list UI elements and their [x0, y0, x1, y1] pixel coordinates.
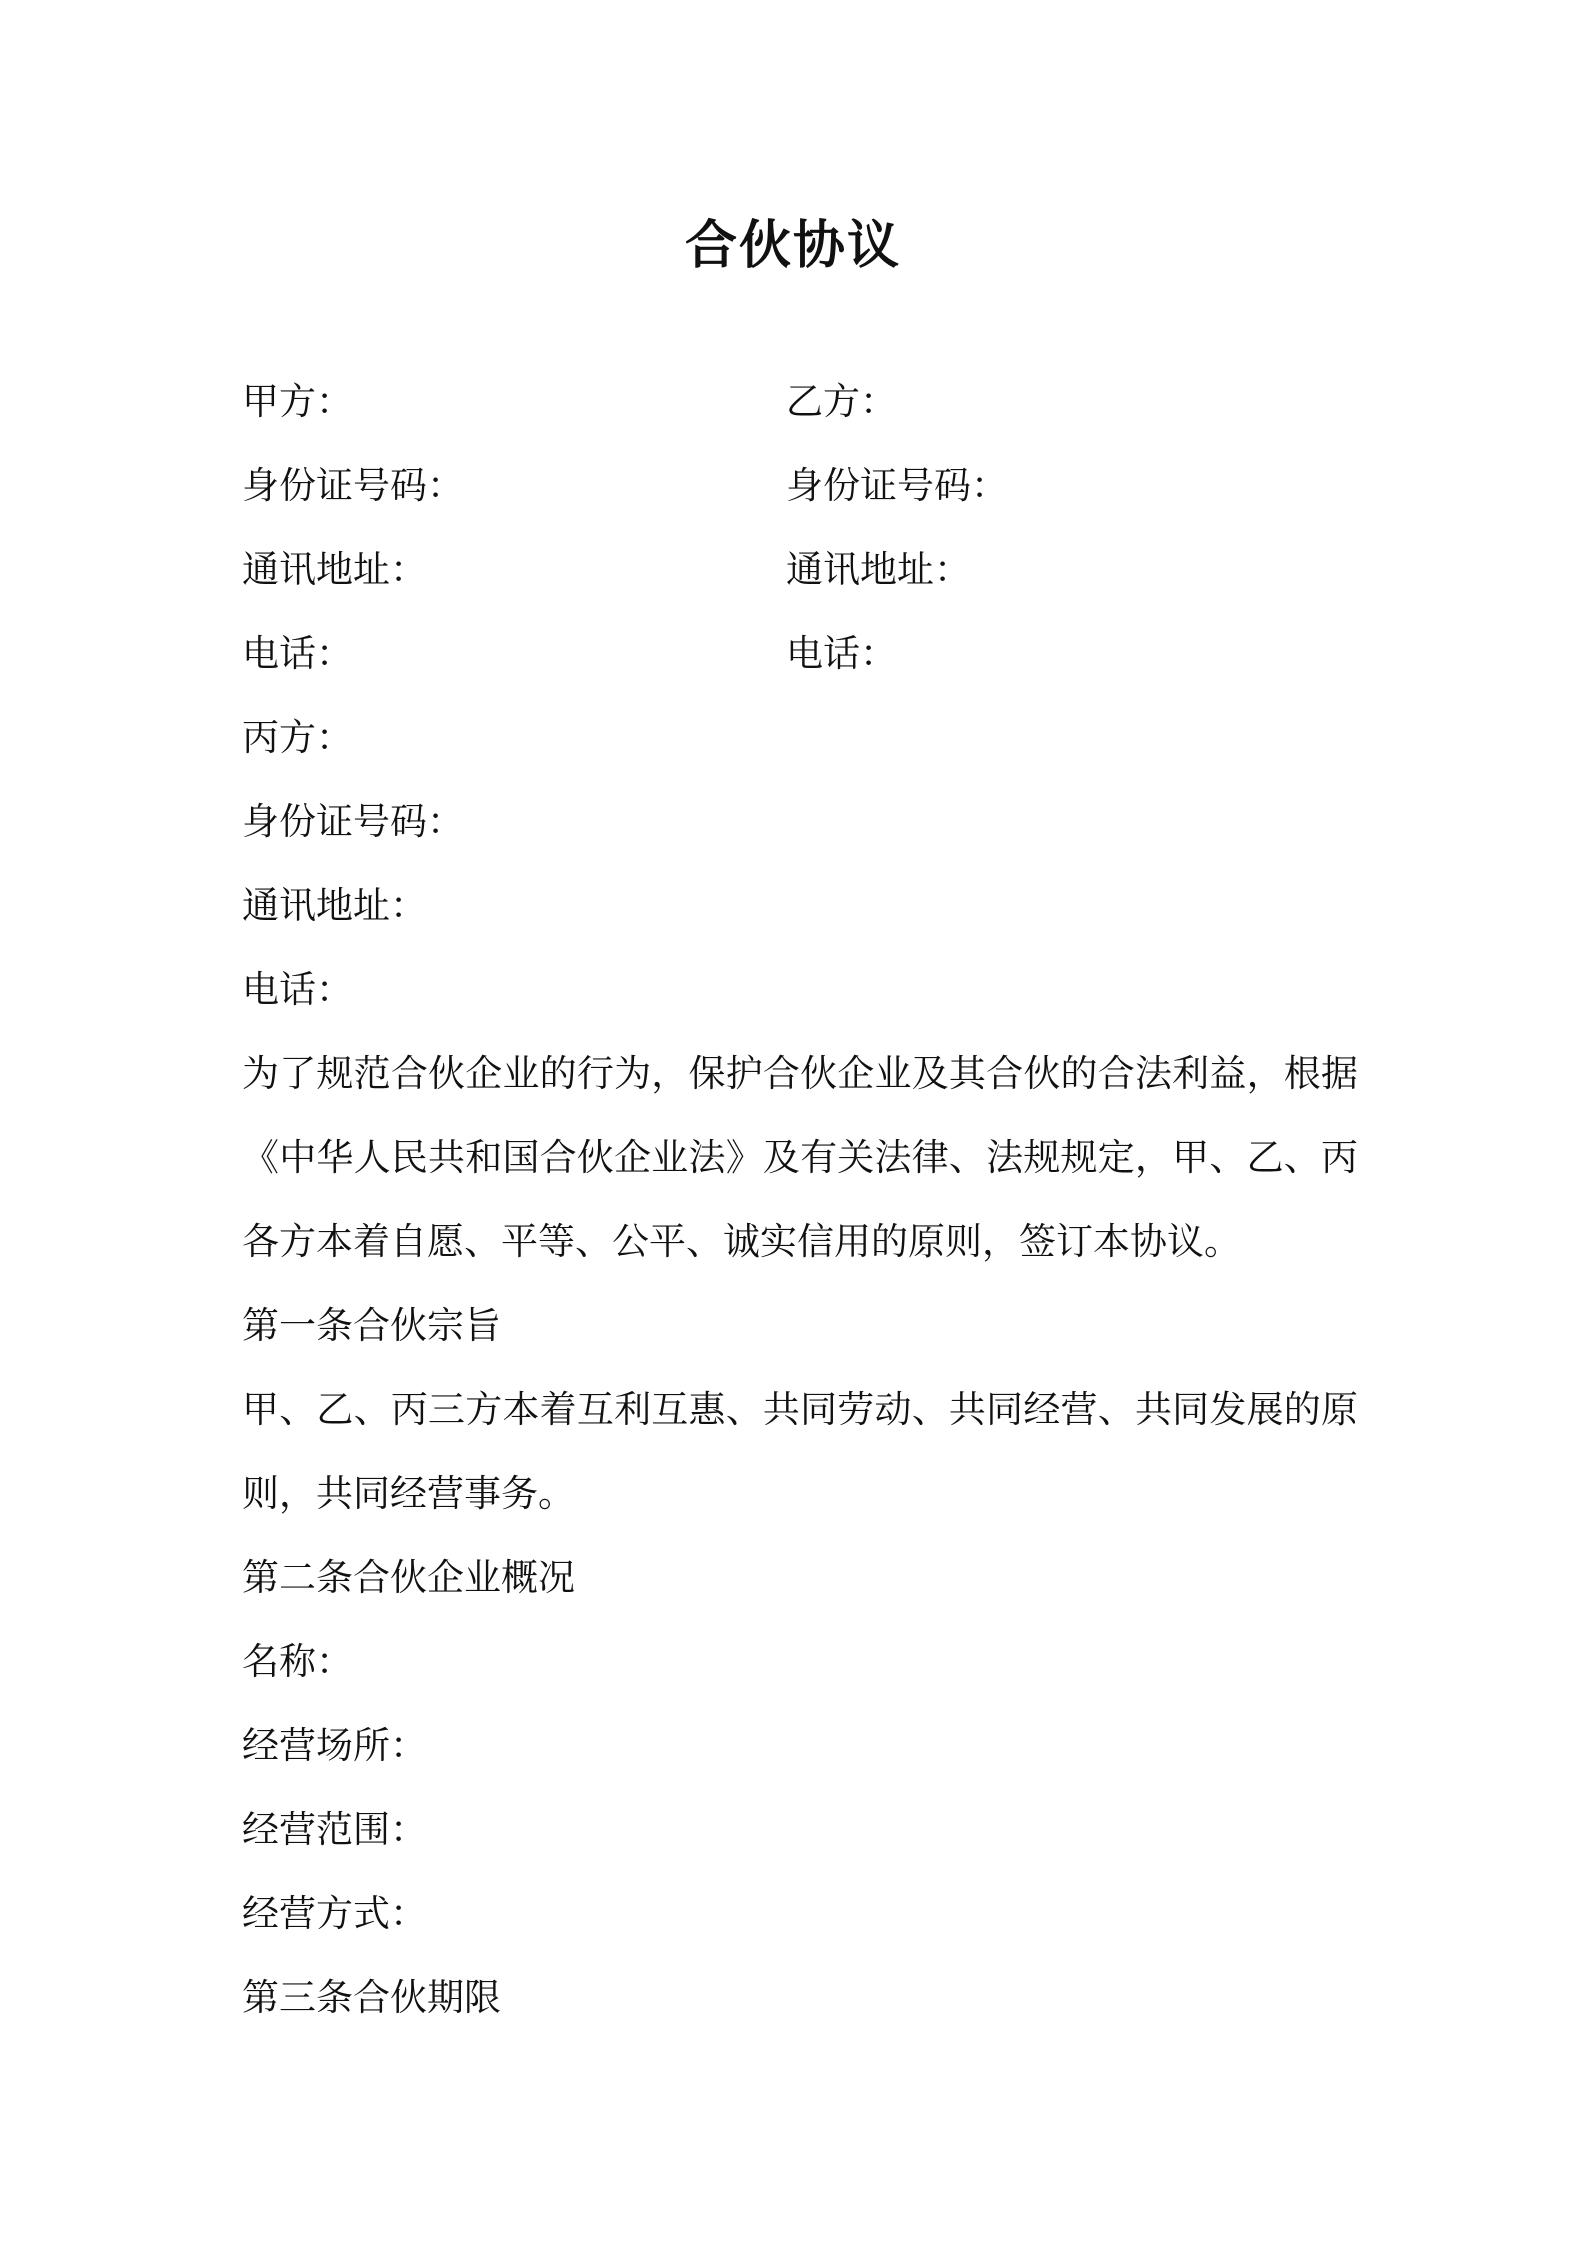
party-a-name-label: 甲方：	[242, 380, 353, 423]
party-a-id-label: 身份证号码：	[242, 464, 464, 507]
party-c-name-label: 丙方：	[242, 716, 353, 759]
article2-field-mode: 经营方式：	[242, 1892, 427, 1935]
preamble-paragraph: 为了规范合伙企业的行为，保护合伙企业及其合伙的合法利益，根据《中华人民共和国合伙企业法》及有关法律、法规规定，甲、乙、丙各方本着自愿、平等、公平、诚实信用的原则，签订本协议。	[242, 1052, 1358, 1263]
party-b-phone-label: 电话：	[786, 632, 897, 675]
article1-heading: 第一条合伙宗旨	[242, 1304, 501, 1347]
party-c-address-label: 通讯地址：	[242, 884, 427, 927]
party-row-address	[242, 528, 1358, 612]
article2-field-name: 名称：	[242, 1640, 353, 1683]
party-c-phone-label: 电话：	[242, 968, 353, 1011]
party-row-id	[242, 444, 1358, 528]
document-body	[242, 360, 1358, 2040]
article3-heading: 第三条合伙期限	[242, 1976, 501, 2019]
document-title: 合伙协议	[684, 216, 901, 276]
party-row-name	[242, 360, 1358, 444]
party-a-address-label: 通讯地址：	[242, 548, 427, 591]
party-b-address-label: 通讯地址：	[786, 548, 971, 591]
party-a-phone-label: 电话：	[242, 632, 353, 675]
article2-field-scope: 经营范围：	[242, 1808, 427, 1851]
party-b-id-label: 身份证号码：	[786, 464, 1008, 507]
article2-field-place: 经营场所：	[242, 1724, 427, 1767]
article1-body: 甲、乙、丙三方本着互利互惠、共同劳动、共同经营、共同发展的原则，共同经营事务。	[242, 1388, 1358, 1515]
party-b-name-label: 乙方：	[786, 380, 897, 423]
article2-heading: 第二条合伙企业概况	[242, 1556, 575, 1599]
party-c-id-label: 身份证号码：	[242, 800, 464, 843]
party-row-phone	[242, 612, 1358, 696]
